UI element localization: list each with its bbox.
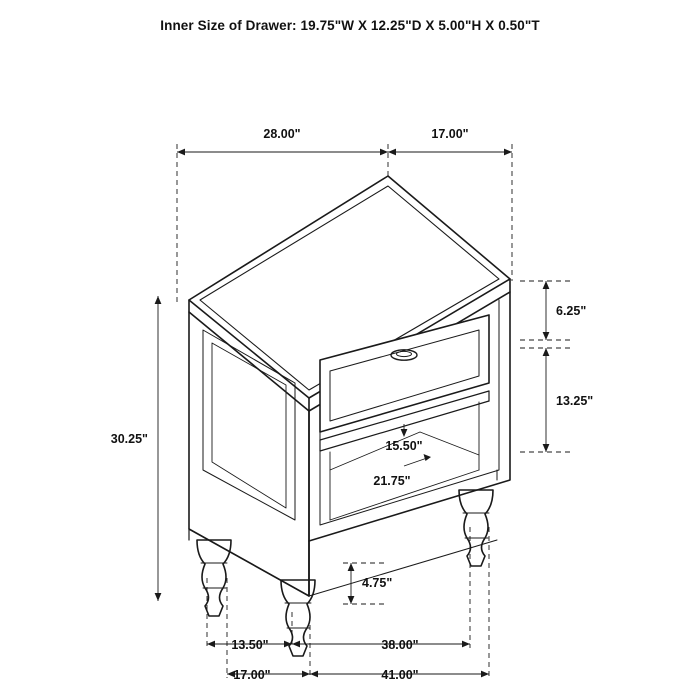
page-title: Inner Size of Drawer: 19.75"W X 12.25"D X 5.00"H X 0.50"T [160, 18, 540, 33]
dim-bottom-left-outer: 17.00" [233, 668, 271, 682]
dim-inner-lower: 21.75" [373, 474, 411, 488]
dim-left-height: 30.25" [110, 432, 148, 446]
dim-right-upper: 6.25" [556, 304, 587, 318]
dim-inner-upper: 15.50" [385, 439, 423, 453]
dim-bottom-right-outer: 41.00" [381, 668, 419, 682]
leg-right [459, 490, 493, 566]
dim-right-lower: 13.25" [556, 394, 594, 408]
dim-leg-height: 4.75" [362, 576, 393, 590]
dim-bottom-right-inner: 38.00" [381, 638, 419, 652]
leg-front-left [197, 540, 231, 616]
dim-top-left: 28.00" [263, 127, 301, 141]
dim-bottom-left-inner: 13.50" [231, 638, 269, 652]
furniture-drawing [189, 176, 510, 656]
dim-top-right: 17.00" [431, 127, 469, 141]
